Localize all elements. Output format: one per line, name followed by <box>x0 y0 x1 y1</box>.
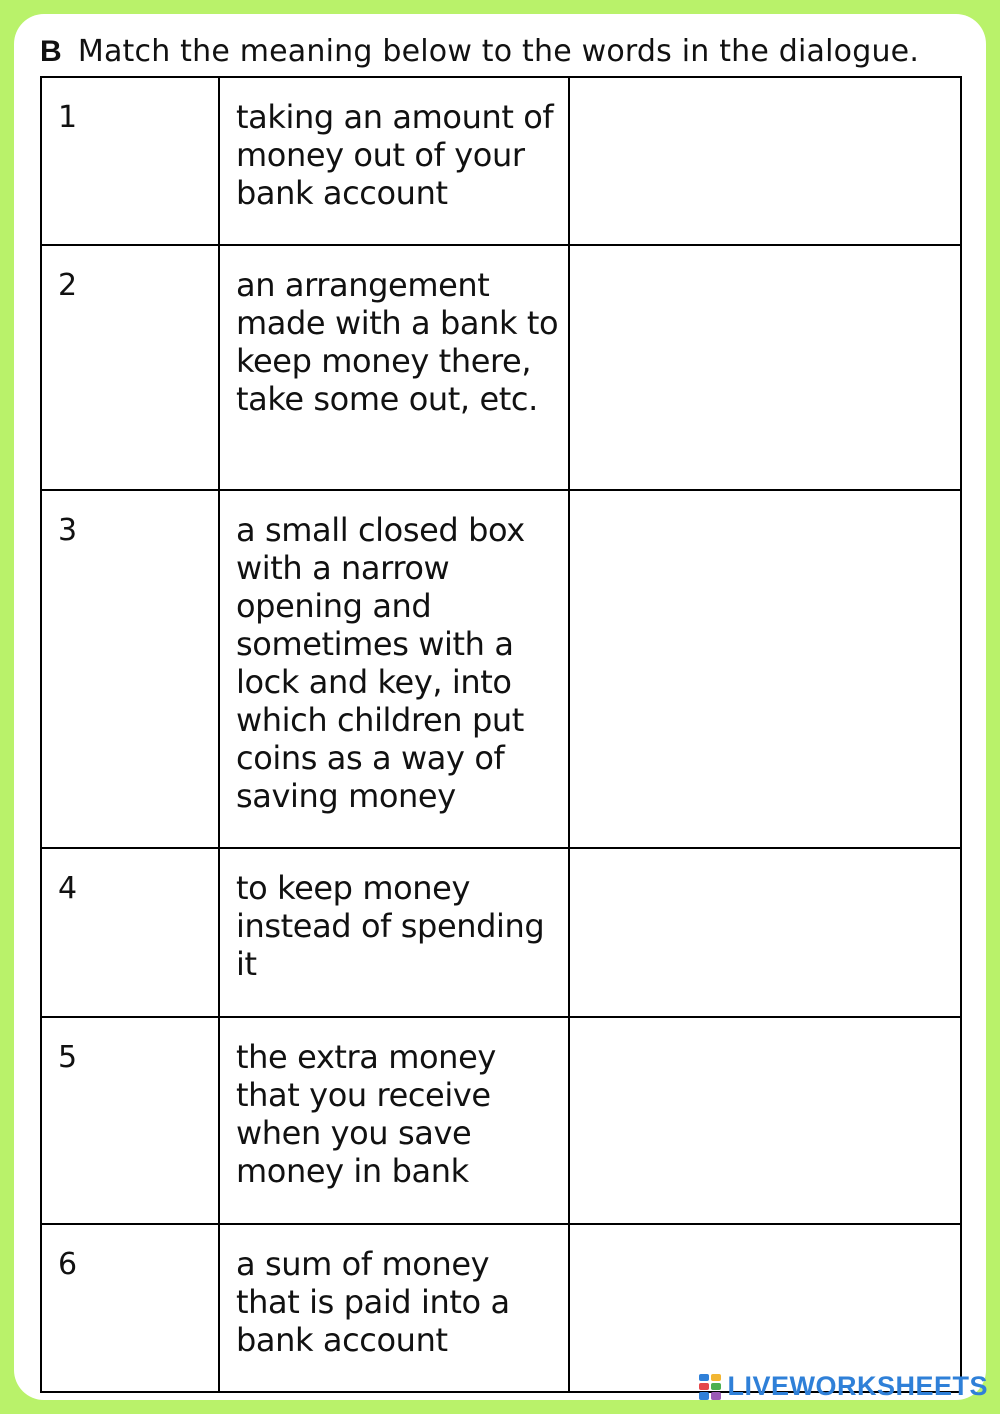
row-number: 5 <box>58 1040 78 1075</box>
number-cell <box>41 848 219 1017</box>
answer-cell <box>569 490 961 848</box>
answer-cell <box>569 1224 961 1392</box>
answer-cell <box>569 848 961 1017</box>
definition-cell <box>219 1224 569 1392</box>
definition-text: a small closed box with a narrow opening and sometimes with a lock and key, into which children put coins as a way of saving money <box>236 511 525 815</box>
definition-cell <box>219 245 569 490</box>
answer-cell <box>569 77 961 245</box>
row-number: 1 <box>58 100 78 135</box>
instruction-text: Match the meaning below to the words in the dialogue. <box>77 34 920 69</box>
number-cell <box>41 1017 219 1224</box>
liveworksheets-logo-icon <box>699 1374 721 1400</box>
table-row <box>41 490 961 848</box>
definition-text: to keep money instead of spending it <box>236 869 545 983</box>
definition-cell <box>219 848 569 1017</box>
answer-cell <box>569 1017 961 1224</box>
row-number: 3 <box>58 513 78 548</box>
number-cell <box>41 490 219 848</box>
matching-table <box>40 76 962 1393</box>
definition-text: the extra money that you receive when you save money in bank <box>236 1038 496 1190</box>
definition-text: a sum of money that is paid into a bank account <box>236 1245 510 1359</box>
row-number: 6 <box>58 1247 78 1282</box>
answer-input-1[interactable] <box>570 78 960 244</box>
row-number: 2 <box>58 268 78 303</box>
number-cell <box>41 245 219 490</box>
answer-input-4[interactable] <box>570 849 960 1016</box>
definition-cell <box>219 490 569 848</box>
answer-input-2[interactable] <box>570 246 960 489</box>
logo-text: LIVEWORKSHEETS <box>727 1371 988 1401</box>
table-row <box>41 848 961 1017</box>
answer-input-3[interactable] <box>570 491 960 847</box>
table-row <box>41 1017 961 1224</box>
row-number: 4 <box>58 871 78 906</box>
number-cell <box>41 77 219 245</box>
definition-text: an arrangement made with a bank to keep money there, take some out, etc. <box>236 266 559 418</box>
section-letter: B <box>40 35 62 68</box>
liveworksheets-logo[interactable] <box>699 1371 988 1402</box>
number-cell <box>41 1224 219 1392</box>
definition-text: taking an amount of money out of your bank account <box>236 98 554 212</box>
definition-cell <box>219 77 569 245</box>
table-row <box>41 77 961 245</box>
definition-cell <box>219 1017 569 1224</box>
exercise-heading <box>40 34 919 69</box>
table-row <box>41 245 961 490</box>
answer-cell <box>569 245 961 490</box>
table-row <box>41 1224 961 1392</box>
answer-input-5[interactable] <box>570 1018 960 1223</box>
answer-input-6[interactable] <box>570 1225 960 1391</box>
